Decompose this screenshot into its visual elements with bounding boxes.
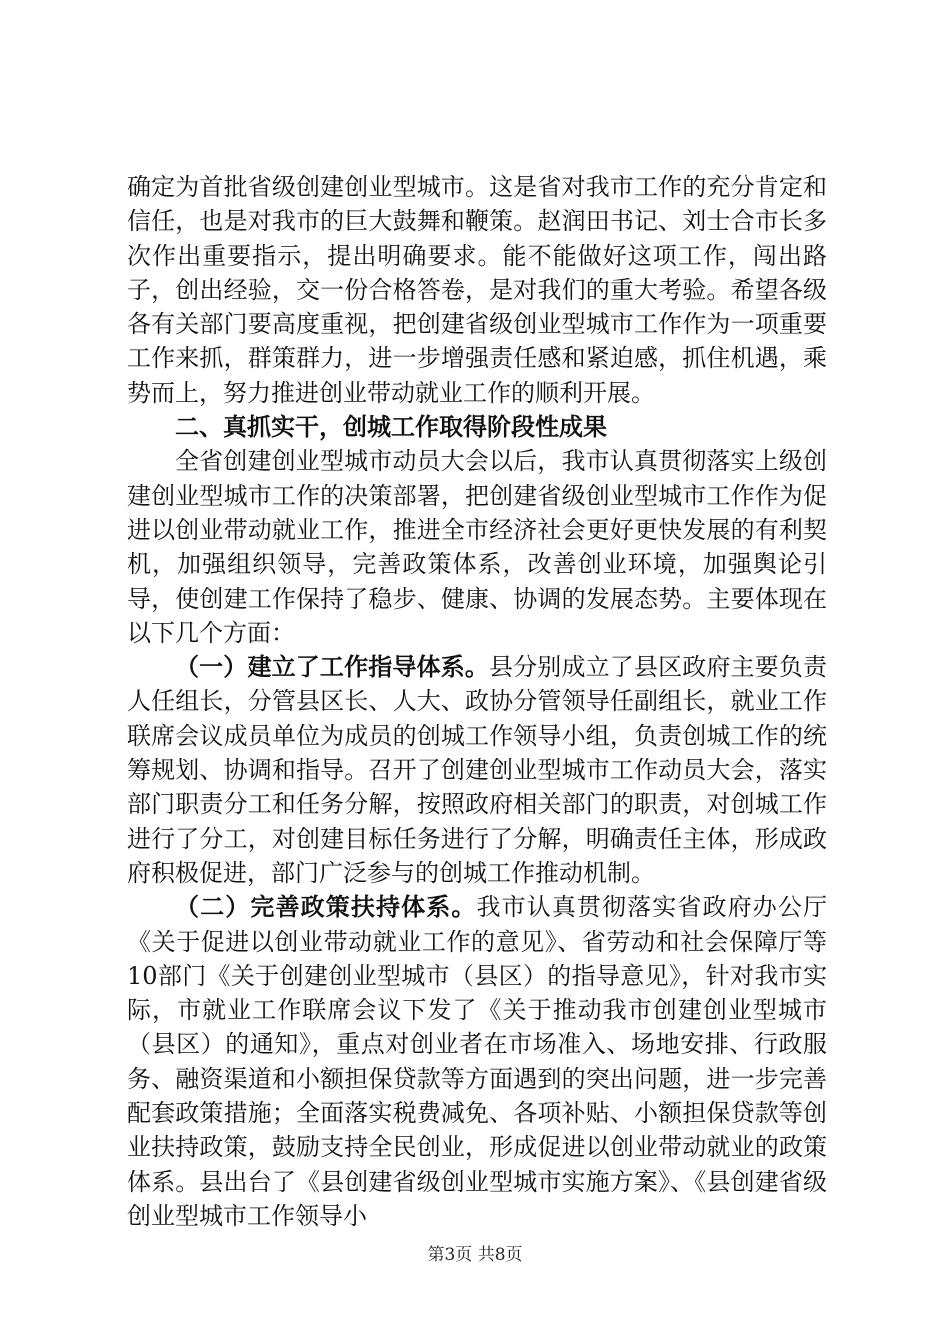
paragraph-2: 全省创建创业型城市动员大会以后，我市认真贯彻落实上级创建创业型城市工作的决策部署，把创建省级创业型城市工作作为促进以创业带动就业工作，推进全市经济社会更好更快发展的有利契机，加强组织领导，完善政策体系，改善创业环境，加强舆论引导，使创建工作保持了稳步、健康、协调的发展态势。主要体现在以下几个方面： [127, 447, 827, 647]
item-2-body: 我市认真贯彻落实省政府办公厅《关于促进以创业带动就业工作的意见》、省劳动和社会保障厅等10部门《关于创建创业型城市（县区）的指导意见》，针对我市实际，市就业工作联席会议下发了《关于推动我市创建创业型城市（县区）的通知》，重点对创业者在市场准入、场地安排、行政服务、融资渠道和小额担保贷款等方面遇到的突出问题，进一步完善配套政策措施；全面落实税费减免、各项补贴、小额担保贷款等创业扶持政策，鼓励支持全民创业，形成促进以创业带动就业的政策体系。县出台了《县创建省级创业型城市实施方案》、《县创建省级创业型城市工作领导小 [127, 893, 828, 1230]
item-1-title: （一）建立了工作指导体系。 [175, 653, 489, 682]
item-2-title: （二）完善政策扶持体系。 [175, 893, 477, 922]
document-body [127, 170, 827, 1233]
paragraph-1: 确定为首批省级创建创业型城市。这是省对我市工作的充分肯定和信任，也是对我市的巨大鼓舞和鞭策。赵润田书记、刘士合市长多次作出重要指示，提出明确要求。能不能做好这项工作，闯出路子，创出经验，交一份合格答卷，是对我们的重大考验。希望各级各有关部门要高度重视，把创建省级创业型城市工作作为一项重要工作来抓，群策群力，进一步增强责任感和紧迫感，抓住机遇，乘势而上，努力推进创业带动就业工作的顺利开展。 [127, 173, 827, 407]
section-heading: 二、真抓实干，创城工作取得阶段性成果 [175, 413, 607, 442]
item-1-body: 县分别成立了县区政府主要负责人任组长，分管县区长、人大、政协分管领导任副组长，就业工作联席会议成员单位为成员的创城工作领导小组，负责创城工作的统筹规划、协调和指导。召开了创建创业型城市工作动员大会，落实部门职责分工和任务分解，按照政府相关部门的职责，对创城工作进行了分工，对创建目标任务进行了分解，明确责任主体，形成政府积极促进，部门广泛参与的创城工作推动机制。 [127, 653, 827, 887]
item-2-paragraph [127, 890, 827, 1233]
item-1-paragraph [127, 650, 827, 890]
page-footer: 第3页 共8页 [427, 1245, 523, 1265]
